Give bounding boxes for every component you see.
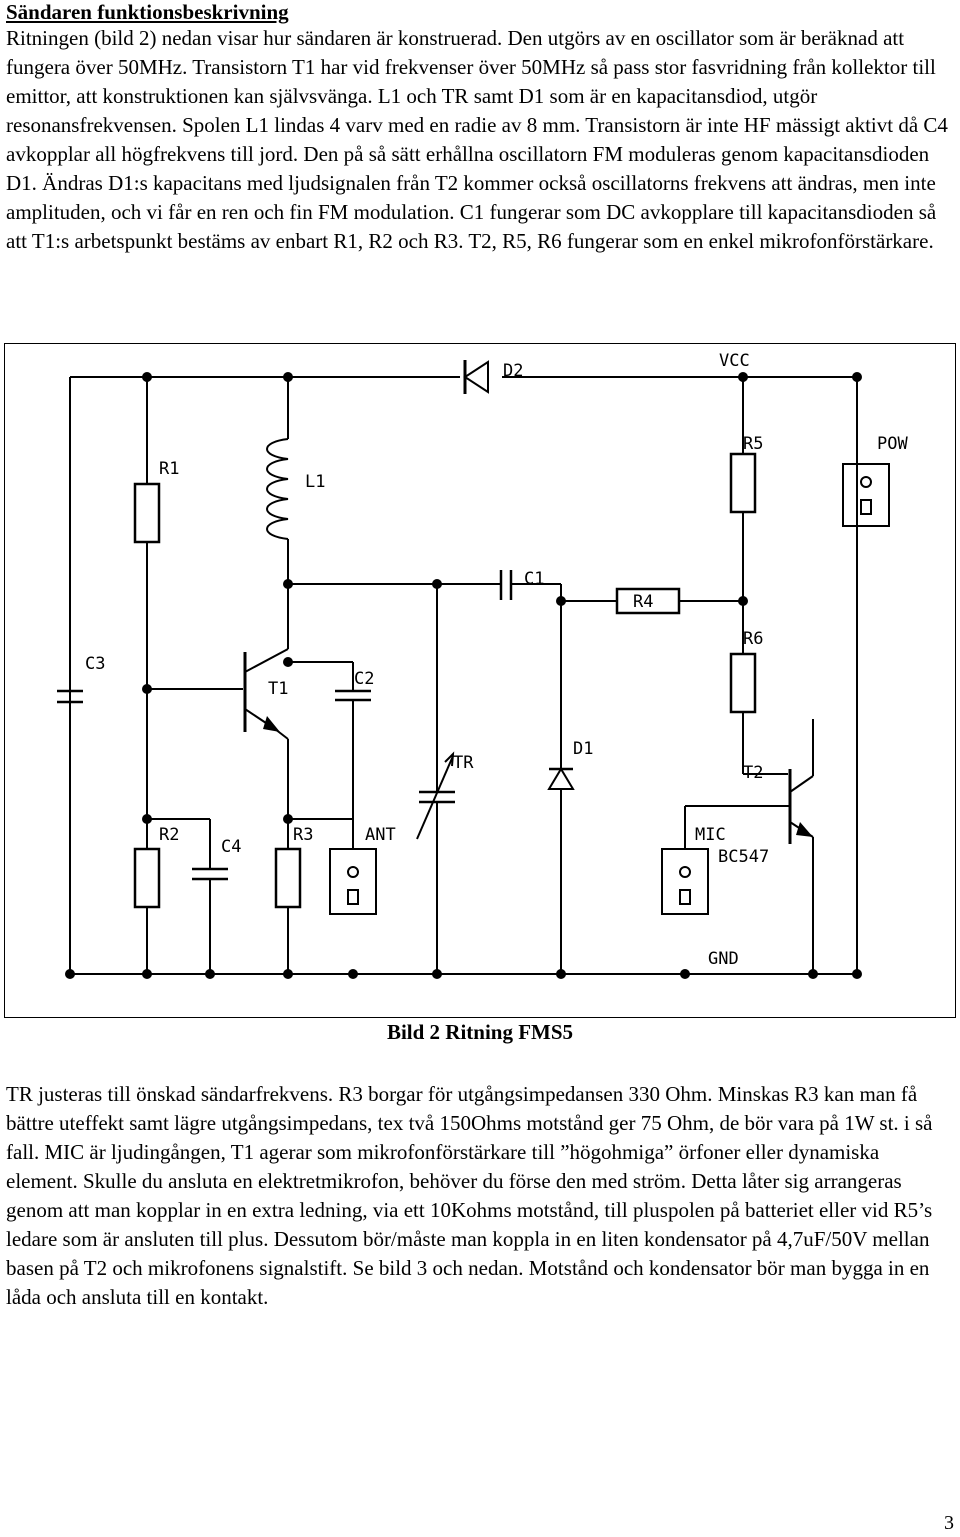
label-ant: ANT [365,825,396,845]
label-tr: TR [453,753,474,773]
label-vcc: VCC [719,351,750,371]
label-l1: L1 [305,472,326,492]
page-number: 3 [944,1512,954,1534]
label-r4: R4 [633,592,654,612]
section-heading: Sändaren funktionsbeskrivning [6,0,289,24]
label-t2: T2 [743,763,764,783]
label-r6: R6 [743,629,764,649]
label-pow: POW [877,434,908,454]
label-gnd: GND [708,949,739,969]
label-r2: R2 [159,825,180,845]
label-c3: C3 [85,654,106,674]
label-bc547: BC547 [718,847,770,867]
label-d1: D1 [573,739,594,759]
description-paragraph: Ritningen (bild 2) nedan visar hur sändaren är konstruerad. Den utgörs av en oscillator som är beräknad att fungera över 50MHz. Transistorn T1 har vid frekvenser över 50MHz så pass stor fasvridning från kollektor till emittor, att konstruktionen kan självsvänga. L1 och TR samt D1 som är en kapacitansdiod, utgör resonansfrekvensen. Spolen L1 lindas 4 varv med en radie av 8 mm. Transistorn är inte HF mässigt aktivt då C4 avkopplar all högfrekvens till jord. Den på så sätt erhållna oscillatorn FM moduleras genom kapacitansdioden D1. Ändras D1:s kapacitans med ljudsignalen från T2 kommer också oscillatorns frekvens att ändras, men inte amplituden, och vi får en ren och fin FM modulation. C1 fungerar som DC avkopplare till kapacitansdioden så att T1:s arbetspunkt bestäms av enbart R1, R2 och R3. T2, R5, R6 fungerar som en enkel mikrofonförstärkare. [6,26,948,253]
label-r5: R5 [743,434,764,454]
label-d2: D2 [503,361,524,381]
label-r1: R1 [159,459,180,479]
label-c4: C4 [221,837,242,857]
circuit-schematic [4,343,956,1018]
figure-caption: Bild 2 Ritning FMS5 [386,1020,574,1044]
label-t1: T1 [268,679,289,699]
label-mic: MIC [695,825,726,845]
tuning-paragraph: TR justeras till önskad sändarfrekvens. R3 borgar för utgångsimpedansen 330 Ohm. Minskas R3 kan man få bättre uteffekt samt lägre utgångsimpedans, tex två 150Ohms motstånd ger 75 Ohm, de bör vara på 1W st. i så fall. MIC är ljudingången, T1 agerar som mikrofonförstärkare till ”högohmiga” örfoner eller dynamiska element. Skulle du ansluta en elektretmikrofon, behöver du förse den med ström. Detta låter sig arrangeras genom att man kopplar in en extra ledning, via ett 10Kohms motstånd, till pluspolen på batteriet eller vid R5’s ledare som är ansluten till plus. Dessutom bör/måste man koppla in en liten kondensator på 4,7uF/50V mellan basen på T2 och mikrofonens signalstift. Se bild 3 och nedan. Motstånd och kondensator bör man bygga in en låda och ansluta till en kontakt. [6,1082,933,1309]
label-r3: R3 [293,825,314,845]
label-c2: C2 [354,669,375,689]
label-c1: C1 [524,569,545,589]
